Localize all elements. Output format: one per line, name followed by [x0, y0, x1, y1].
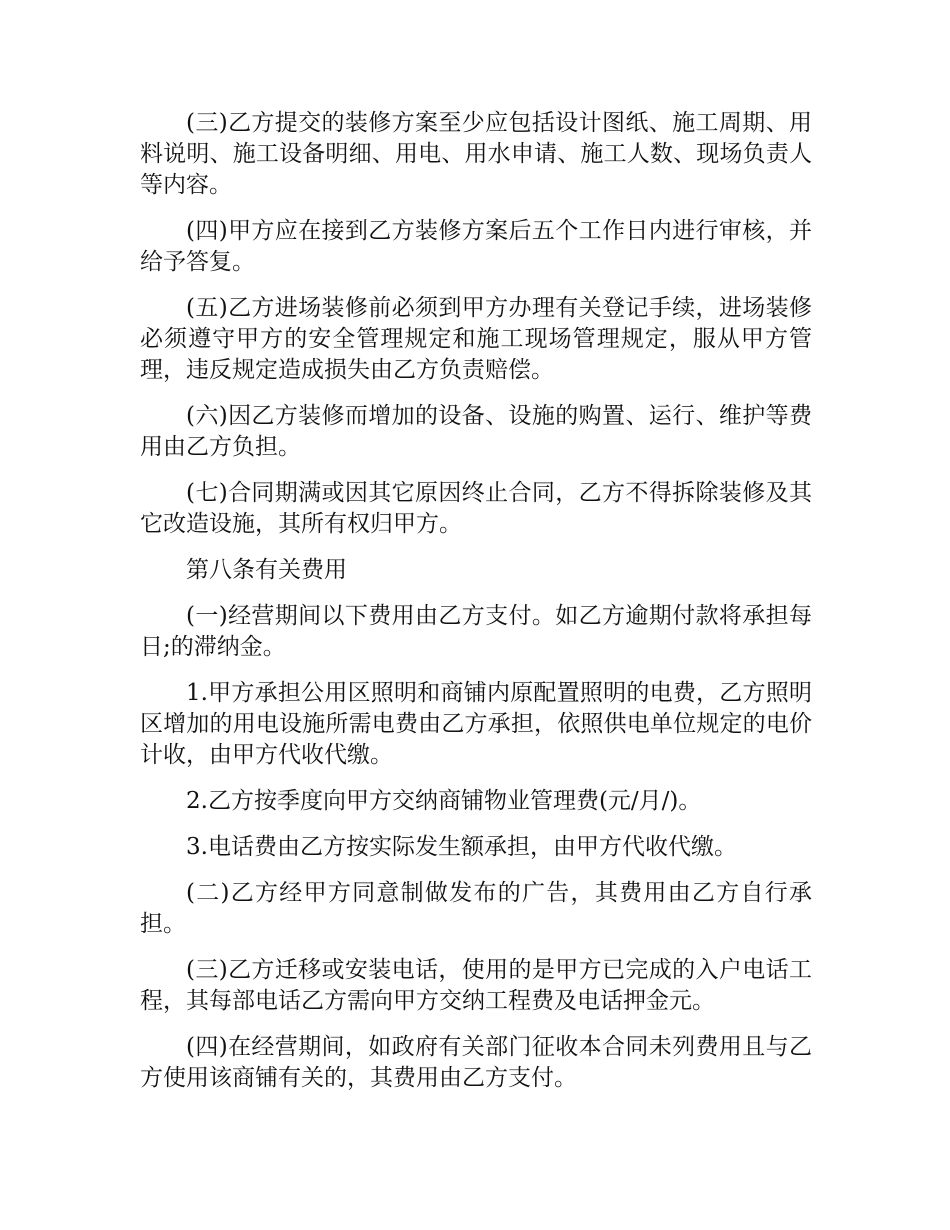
clause-paragraph: (三)乙方迁移或安装电话，使用的是甲方已完成的入户电话工程，其每部电话乙方需向甲方交纳工程费及电话押金元。 — [140, 957, 812, 1014]
clause-paragraph: (三)乙方提交的装修方案至少应包括设计图纸、施工周期、用料说明、施工设备明细、用电、用水申请、施工人数、现场负责人等内容。 — [140, 110, 812, 198]
clause-paragraph: 3.电话费由乙方按实际发生额承担，由甲方代收代缴。 — [186, 834, 737, 860]
clause-paragraph: (四)在经营期间，如政府有关部门征收本合同未列费用且与乙方使用该商铺有关的，其费用由乙方支付。 — [140, 1034, 812, 1091]
clause-paragraph: (五)乙方进场装修前必须到甲方办理有关登记手续，进场装修必须遵守甲方的安全管理规定和施工现场管理规定，服从甲方管理，违反规定造成损失由乙方负责赔偿。 — [140, 295, 812, 383]
clause-paragraph: (二)乙方经甲方同意制做发布的广告，其费用由乙方自行承担。 — [140, 880, 812, 937]
section-heading: 第八条有关费用 — [186, 557, 347, 583]
clause-paragraph: 1.甲方承担公用区照明和商铺内原配置照明的电费，乙方照明区增加的用电设施所需电费由乙方承担，依照供电单位规定的电价计收，由甲方代收代缴。 — [140, 680, 812, 768]
clause-paragraph: 2.乙方按季度向甲方交纳商铺物业管理费(元/月/)。 — [186, 788, 702, 814]
clause-paragraph: (一)经营期间以下费用由乙方支付。如乙方逾期付款将承担每日;的滞纳金。 — [140, 603, 812, 660]
clause-paragraph: (七)合同期满或因其它原因终止合同，乙方不得拆除装修及其它改造设施，其所有权归甲方。 — [140, 480, 812, 537]
clause-paragraph: (四)甲方应在接到乙方装修方案后五个工作日内进行审核，并给予答复。 — [140, 218, 812, 275]
clause-paragraph: (六)因乙方装修而增加的设备、设施的购置、运行、维护等费用由乙方负担。 — [140, 403, 812, 460]
document-body — [140, 108, 812, 1109]
